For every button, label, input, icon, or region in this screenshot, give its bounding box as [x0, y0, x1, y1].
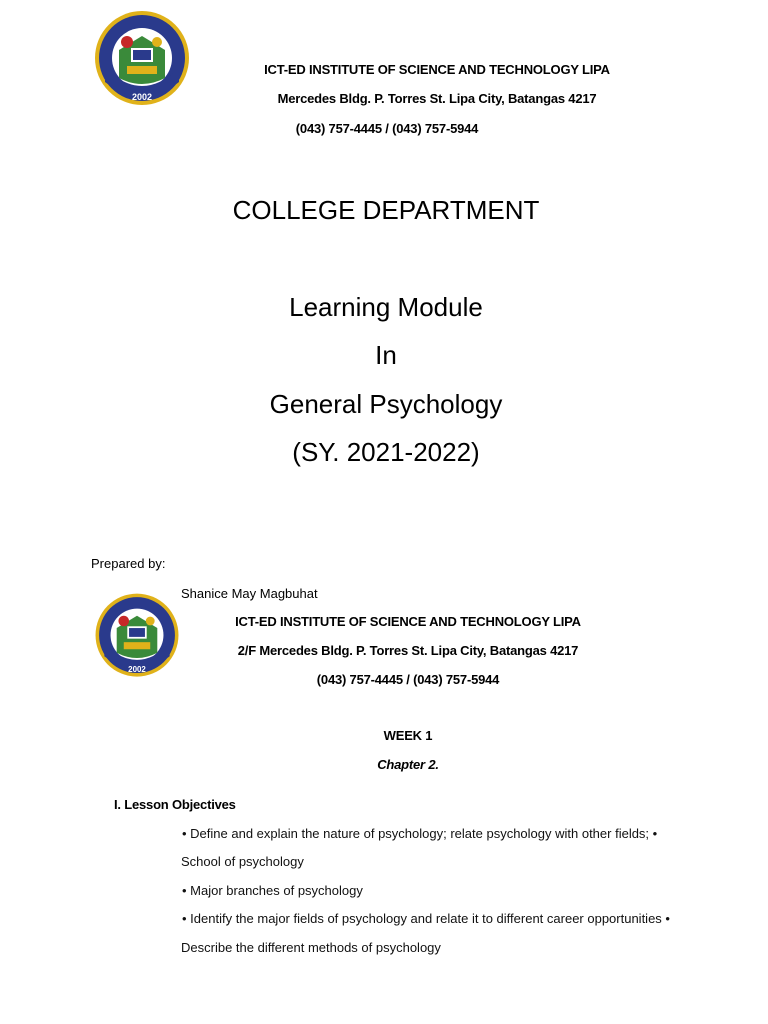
institution-address-2: 2/F Mercedes Bldg. P. Torres St. Lipa City, Batangas 4217 — [237, 643, 579, 658]
week-label: WEEK 1 — [383, 728, 433, 743]
institution-phone-2: (043) 757-4445 / (043) 757-5944 — [316, 672, 500, 687]
module-line-1: Learning Module — [289, 292, 483, 322]
module-line-3: General Psychology — [269, 389, 503, 419]
institution-name: ICT-ED INSTITUTE OF SCIENCE AND TECHNOLOGY LIPA — [264, 62, 610, 77]
school-logo — [93, 8, 191, 110]
institution-address: Mercedes Bldg. P. Torres St. Lipa City, Batangas 4217 — [277, 91, 597, 106]
logo-year: 2002 — [131, 92, 153, 102]
school-logo-2 — [91, 591, 183, 681]
seal-icon — [91, 591, 183, 681]
logo-year: 2002 — [128, 665, 146, 675]
seal-icon — [93, 8, 191, 110]
objective-line: Describe the different methods of psychology — [181, 940, 441, 955]
objectives-heading: I. Lesson Objectives — [114, 797, 236, 812]
objective-line: School of psychology — [181, 854, 304, 869]
module-line-2: In — [375, 340, 397, 370]
chapter-label: Chapter 2. — [377, 757, 439, 772]
department-title: COLLEGE DEPARTMENT — [232, 195, 540, 225]
prepared-by-label: Prepared by: — [91, 556, 166, 571]
objective-line: • Identify the major fields of psychology and relate it to different career opportunities • — [182, 911, 670, 926]
institution-phone: (043) 757-4445 / (043) 757-5944 — [295, 121, 479, 136]
objective-line: • Major branches of psychology — [182, 883, 363, 898]
institution-name-2: ICT-ED INSTITUTE OF SCIENCE AND TECHNOLOGY LIPA — [235, 614, 581, 629]
author-name: Shanice May Magbuhat — [181, 586, 318, 601]
module-line-4: (SY. 2021-2022) — [292, 437, 480, 467]
objective-line: • Define and explain the nature of psychology; relate psychology with other fields; • — [182, 826, 658, 841]
